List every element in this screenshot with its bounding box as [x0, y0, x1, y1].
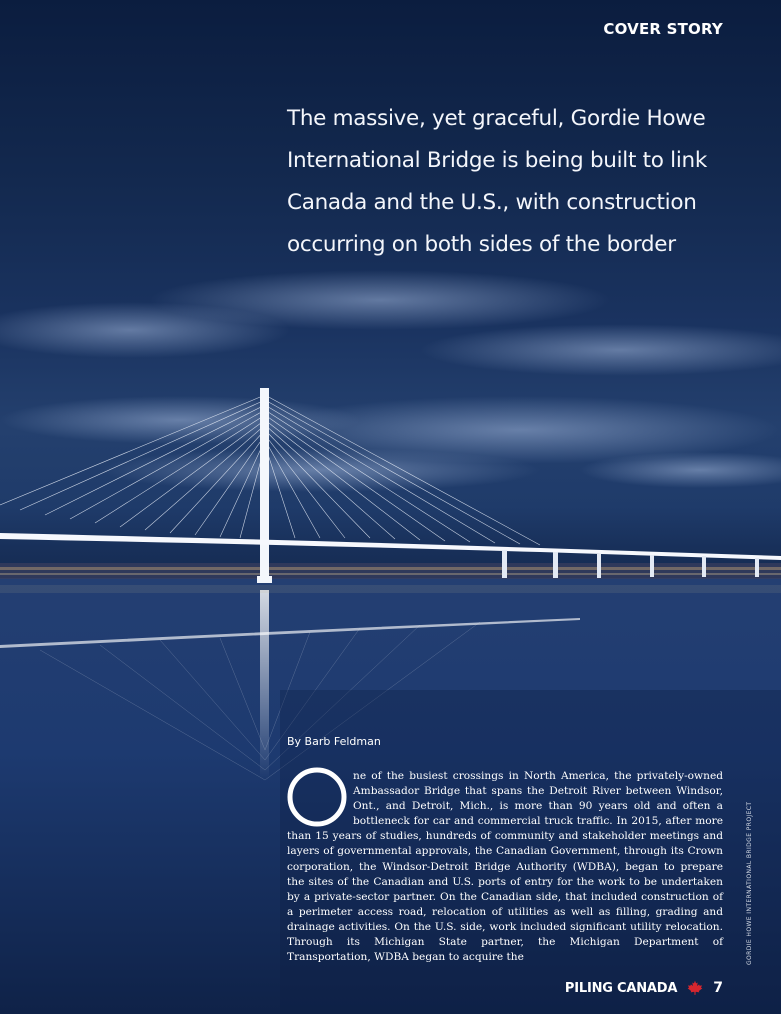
page-footer: [565, 980, 723, 996]
city-lights: [0, 563, 781, 579]
byline: By Barb Feldman: [287, 735, 381, 748]
section-tag: COVER STORY: [603, 20, 723, 38]
sky-clouds: [0, 270, 781, 492]
publication-name: PILING CANADA: [564, 980, 678, 996]
article-body-text: ne of the busiest crossings in North America, the privately-owned Ambassador Bridge that spans the Detroit River between Windsor, Ont., and Detroit, Mich., is more than 90 years old and often a bottleneck for car and commercial truck traffic. In 2015, after more than 15 years of studies, hundreds of community and stakeholder meetings and layers of governmental approvals, the Canadian Government, through its Crown corporation, the Windsor-Detroit Bridge Authority (WDBA), began to prepare the sites of the Canadian and U.S. ports of entry for the work to be undertaken by a private-sector partner. On the Canadian side, that included construction of a perimeter access road, relocation of utilities as well as filling, grading and drainage activities. On the U.S. side, work included significant utility relocation. Through its Michigan State partner, the Michigan Department of Transportation, WDBA began to acquire the: [287, 770, 723, 964]
maple-leaf-icon: [687, 980, 703, 996]
headline: The massive, yet graceful, Gordie Howe International Bridge is being built to link Canada and the U.S., with construction occurring on both sides of the border: [287, 106, 707, 257]
photo-credit: GORDIE HOWE INTERNATIONAL BRIDGE PROJECT: [746, 801, 753, 965]
bridge-tower: [260, 388, 269, 583]
bridge-deck: [0, 533, 781, 560]
article-body: [287, 769, 723, 965]
page-number: 7: [713, 980, 723, 996]
